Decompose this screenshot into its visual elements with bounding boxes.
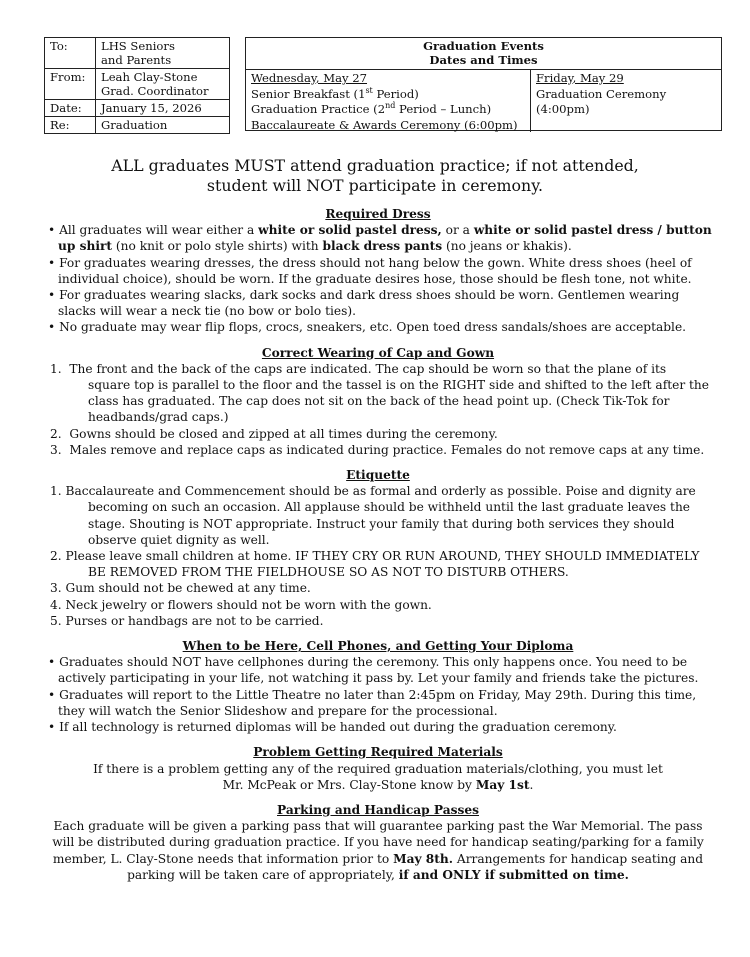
when-here-bullet: • Graduates will report to the Little Theatre no later than 2:45pm on Friday, May 29th. During this time, they will watch the Senior Slideshow and prepare for the processional. [48,687,697,718]
events-header [246,38,721,67]
etiquette-item: 3. Gum should not be chewed at any time. [50,581,311,596]
when-here-bullet: • If all technology is returned diplomas will be handed out during the graduation ceremony. [48,720,617,735]
section-title-cap-gown: Correct Wearing of Cap and Gown [261,345,495,360]
event-item: Graduation Ceremony (4:00pm) [536,86,667,116]
events-subtitle: Dates and Times [429,53,538,67]
memo-value-line: Leah Clay-Stone [101,70,198,84]
section-title-etiquette: Etiquette [346,468,410,483]
events-day-friday [531,70,721,132]
event-item: Senior Breakfast (1st Period) [251,85,419,101]
events-day-wednesday [246,70,531,132]
memo-value: Graduation [96,117,230,134]
attendance-notice-line: ALL graduates MUST attend graduation practice; if not attended, [111,156,639,175]
cap-gown-item: 1. The front and the back of the caps are indicated. The cap should be worn so that the plane of its square top is parallel to the floor and the tassel is on the RIGHT side and shifted to the left after the class has graduated. The cap does not sit on the back of the head point up. (Check Tik-Tok for headbands/grad caps.) [50,361,709,425]
attendance-notice-line: student will NOT participate in ceremony. [206,175,544,195]
memo-header-table [44,37,230,134]
section-title-parking: Parking and Handicap Passes [277,802,479,817]
document-body [44,206,712,883]
etiquette-item: 4. Neck jewelry or flowers should not be worn with the gown. [50,597,432,612]
dress-bullet: • For graduates wearing slacks, dark socks and dark dress shoes should be worn. Gentlemen wearing slacks will wear a neck tie (no bow or bolo ties). [48,288,680,319]
memo-value-line: Grad. Coordinator [101,84,209,98]
when-here-bullet: • Graduates should NOT have cellphones during the ceremony. This only happens once. You need to be actively participating in your life, not watching it pass by. Let your family and friends take the pictures. [48,655,699,686]
events-title: Graduation Events [423,39,544,53]
etiquette-item: 5. Purses or handbags are not to be carried. [50,613,324,628]
event-item: Graduation Practice (2nd Period – Lunch) [251,101,492,116]
section-title-materials: Problem Getting Required Materials [253,745,503,760]
section-title-required-dress: Required Dress [325,207,431,221]
memo-value-line: LHS Seniors [101,39,175,53]
event-date: Friday, May 29 [536,71,624,85]
dress-bullet: • All graduates will wear either a white or solid pastel dress, or a white or solid pastel dress / button up shirt (no knit or polo style shirts) with black dress pants (no jeans or khakis). [48,223,712,254]
memo-row-date [45,100,230,117]
graduation-events-box [245,37,722,131]
memo-row-to [45,38,230,69]
memo-row-from [45,69,230,100]
events-columns [246,69,721,132]
memo-label: Date: [45,100,96,117]
dress-bullet: • No graduate may wear flip flops, crocs, sneakers, etc. Open toed dress sandals/shoes are acceptable. [48,320,687,335]
cap-gown-item: 2. Gowns should be closed and zipped at all times during the ceremony. [50,426,498,441]
section-title-when-here: When to be Here, Cell Phones, and Getting Your Diploma [182,639,574,654]
dress-bullet: • For graduates wearing dresses, the dress should not hang below the gown. White dress shoes (heel of individual choice), should be worn. If the graduate desires hose, those should be flesh tone, not white. [48,255,692,286]
memo-row-re [45,117,230,134]
parking-text: Each graduate will be given a parking pass that will guarantee parking past the War Memorial. The pass will be distributed during graduation practice. If you have need for handicap seating/parking for a family member, L. Clay-Stone needs that information prior to May 8th. Arrangements for handicap seating and parking will be taken care of appropriately, if and ONLY if submitted on time. [52,819,704,882]
memo-label: Re: [45,117,96,134]
materials-text: If there is a problem getting any of the required graduation materials/clothing, you must let Mr. McPeak or Mrs. Clay-Stone know by May 1st. [93,761,663,792]
memo-label: To: [45,38,96,69]
memo-value-line: and Parents [101,53,172,67]
event-date: Wednesday, May 27 [251,71,368,85]
attendance-notice [0,156,750,195]
cap-gown-item: 3. Males remove and replace caps as indicated during practice. Females do not remove caps at any time. [50,442,705,457]
etiquette-item: 2. Please leave small children at home. IF THEY CRY OR RUN AROUND, THEY SHOULD IMMEDIATELY BE REMOVED FROM THE FIELDHOUSE SO AS NOT TO DISTURB OTHERS. [50,549,700,580]
event-item: Baccalaureate & Awards Ceremony (6:00pm) [251,117,518,132]
memo-value: January 15, 2026 [96,100,230,117]
etiquette-item: 1. Baccalaureate and Commencement should be as formal and orderly as possible. Poise and dignity are becoming on such an occasion. All applause should be withheld until the last graduate leaves the stage. Shouting is NOT appropriate. Instruct your family that during both services they should observe quiet dignity as well. [50,484,696,547]
memo-value [96,69,230,100]
memo-label: From: [45,69,96,100]
memo-value [96,38,230,69]
